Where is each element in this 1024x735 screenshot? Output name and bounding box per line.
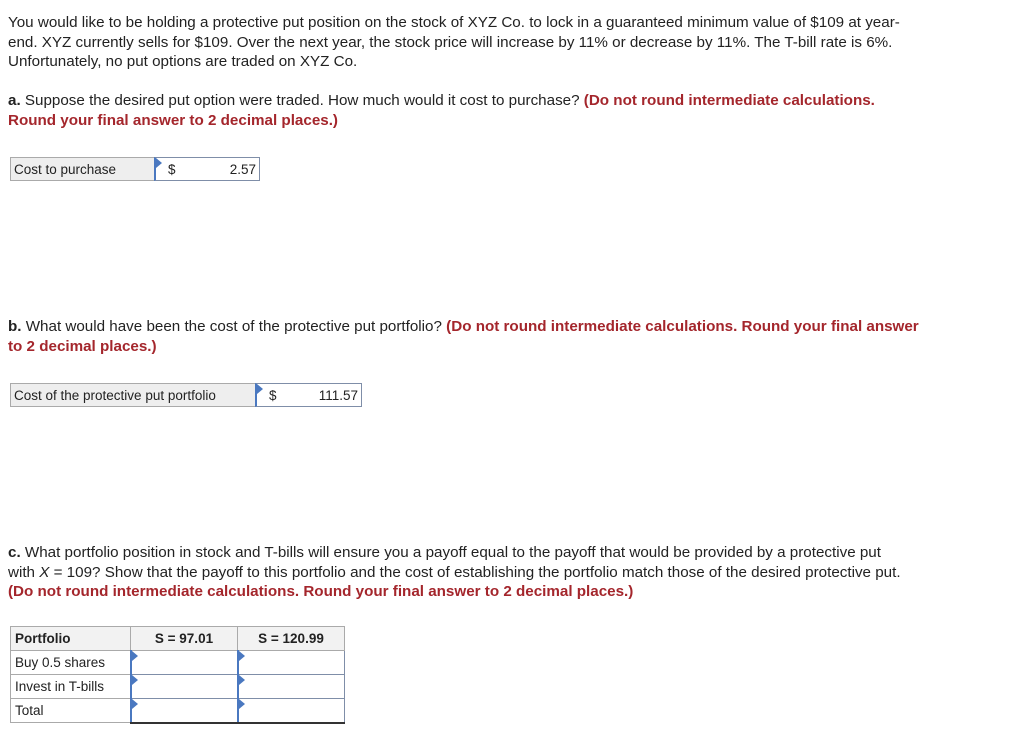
protective-put-cost-input[interactable] [255, 383, 362, 407]
intro-line-3: Unfortunately, no put options are traded on XYZ Co. [8, 53, 358, 70]
part-a-text: Suppose the desired put option were traded. How much would it cost to purchase? [20, 92, 584, 109]
part-a-question [8, 91, 1013, 130]
header-s-high: S = 120.99 [238, 627, 345, 651]
problem-intro [8, 13, 1013, 72]
protective-put-cost-label: Cost of the protective put portfolio [10, 383, 256, 407]
part-c-text-2a: with [8, 563, 40, 581]
input-flag-icon [239, 651, 245, 661]
strike-variable: X [39, 563, 50, 581]
intro-line-1: You would like to be holding a protective put position on the stock of XYZ Co. to lock in a guaranteed minimum value of $109 at year- [8, 14, 900, 31]
total-high-input[interactable] [238, 699, 345, 723]
row-label-total: Total [11, 699, 131, 723]
input-flag-icon [156, 158, 162, 168]
part-b-text: What would have been the cost of the protective put portfolio? [21, 318, 447, 335]
part-b-question [8, 317, 1013, 356]
input-flag-icon [239, 699, 245, 709]
part-b-answer-row [10, 383, 362, 407]
protective-put-cost-value[interactable]: 111.57 [318, 387, 358, 403]
header-s-low: S = 97.01 [131, 627, 238, 651]
part-c-letter: c. [8, 544, 21, 561]
part-b-letter: b. [8, 318, 22, 335]
part-a-answer-row [10, 157, 260, 181]
table-header-row [11, 627, 345, 651]
intro-line-2: end. XYZ currently sells for $109. Over the next year, the stock price will increase by 11% or decrease by 11%. The T-bill rate is 6%. [8, 33, 893, 51]
part-a-letter: a. [8, 92, 21, 109]
part-c-text-2b: = 109? Show that the payoff to this portfolio and the cost of establishing the portfolio match those of the desired protective put. [49, 563, 901, 581]
part-c-question [8, 543, 1013, 602]
row-label-shares: Buy 0.5 shares [11, 651, 131, 675]
tbills-high-input[interactable] [238, 675, 345, 699]
portfolio-table [10, 626, 345, 724]
part-c-text-1: What portfolio position in stock and T-bills will ensure you a payoff equal to the payoff that would be provided by a protective put [20, 544, 881, 561]
currency-symbol: $ [168, 161, 176, 177]
shares-high-input[interactable] [238, 651, 345, 675]
tbills-low-input[interactable] [131, 675, 238, 699]
part-a-instruction-1: (Do not round intermediate calculations. [583, 92, 875, 109]
cost-to-purchase-label: Cost to purchase [10, 157, 155, 181]
part-b-instruction-1: (Do not round intermediate calculations. Round your final answer [446, 318, 919, 335]
part-b-instruction-2: to 2 decimal places.) [8, 337, 157, 355]
input-flag-icon [132, 699, 138, 709]
total-low-input[interactable] [131, 699, 238, 723]
part-c-instruction: (Do not round intermediate calculations. Round your final answer to 2 decimal places.) [8, 583, 634, 600]
input-flag-icon [239, 675, 245, 685]
header-portfolio: Portfolio [11, 627, 131, 651]
input-flag-icon [257, 384, 263, 394]
input-flag-icon [132, 675, 138, 685]
currency-symbol: $ [269, 387, 277, 403]
shares-low-input[interactable] [131, 651, 238, 675]
row-label-tbills: Invest in T-bills [11, 675, 131, 699]
table-row [11, 651, 345, 675]
table-row [11, 675, 345, 699]
cost-to-purchase-input[interactable] [154, 157, 260, 181]
cost-to-purchase-value[interactable]: 2.57 [229, 161, 256, 177]
table-row-total [11, 699, 345, 723]
input-flag-icon [132, 651, 138, 661]
part-a-instruction-2: Round your final answer to 2 decimal places.) [8, 111, 338, 129]
